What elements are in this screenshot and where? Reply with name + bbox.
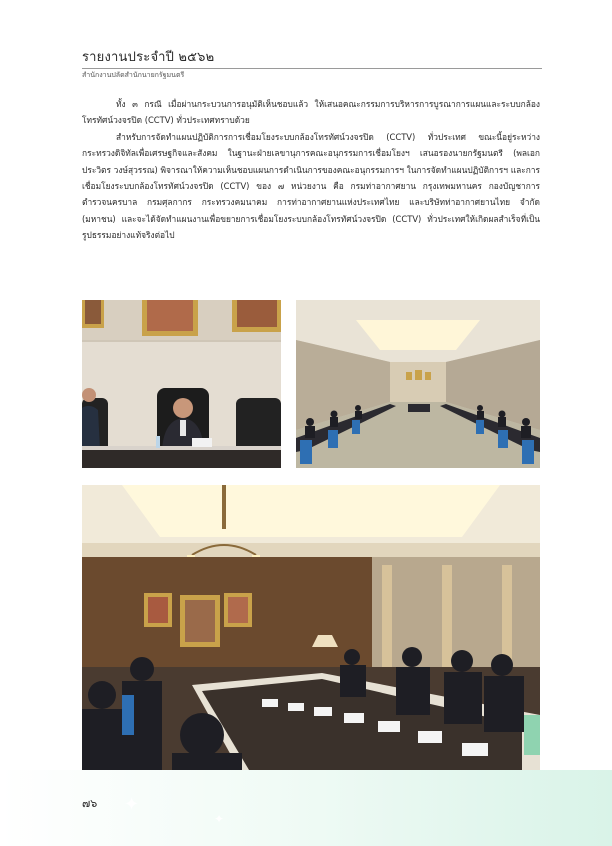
photo-chairman-at-meeting (82, 300, 281, 468)
page-header (82, 50, 542, 80)
report-title: รายงานประจำปี ๒๕๖๒ (82, 50, 215, 65)
paragraph-2: สำหรับการจัดทำแผนปฏิบัติการการเชื่อมโยงระบบกล้องโทรทัศน์วงจรปิด (CCTV) ทั่วประเทศ ขณะนี้อยู่ระหว่างกระทรวงดิจิทัลเพื่อเศรษฐกิจและสังคม ในฐานะฝ่ายเลขานุการคณะอนุกรรมการเชื่อมโยงฯ เสนอรองนายกรัฐมนตรี (พลเอก ประวิตร วงษ์สุวรรณ) พิจารณาให้ความเห็นชอบแผนการดำเนินการของคณะอนุกรรมการฯ ในการจัดทำแผนปฏิบัติการฯ และการเชื่อมโยงระบบกล้องโทรทัศน์วงจรปิด (CCTV) ของ ๗ หน่วยงาน คือ กรมท่าอากาศยาน กรุงเทพมหานคร กองบัญชาการตำรวจนครบาล กรมศุลกากร กระทรวงคมนาคม การท่าอากาศยานแห่งประเทศไทย และบริษัทท่าอากาศยานไทย จำกัด (มหาชน) และจะได้จัดทำแผนงานเพื่อขยายการเชื่อมโยงระบบกล้องโทรทัศน์วงจรปิด (CCTV) ทั่วประเทศให้เกิดผลสำเร็จที่เป็นรูปธรรมอย่างแท้จริงต่อไป (82, 131, 540, 241)
page-number: ๗๖ (82, 797, 98, 810)
sparkle-icon: ✦ (124, 794, 140, 815)
photo-conference-room-wide (296, 300, 540, 468)
paragraph-1: ทั้ง ๓ กรณี เมื่อผ่านกระบวนการอนุมัติเห็นชอบแล้ว ให้เสนอคณะกรรมการบริหารการบูรณาการแผนและระบบกล้องโทรทัศน์วงจรปิด (CCTV) ทั่วประเทศทราบด้วย (82, 99, 540, 126)
body-text (82, 96, 540, 244)
report-subtitle: สำนักงานปลัดสำนักนายกรัฐมนตรี (82, 71, 185, 79)
header-divider (82, 68, 542, 69)
photo-meeting-overview (82, 485, 540, 775)
sparkle-icon: ✦ (214, 812, 225, 826)
